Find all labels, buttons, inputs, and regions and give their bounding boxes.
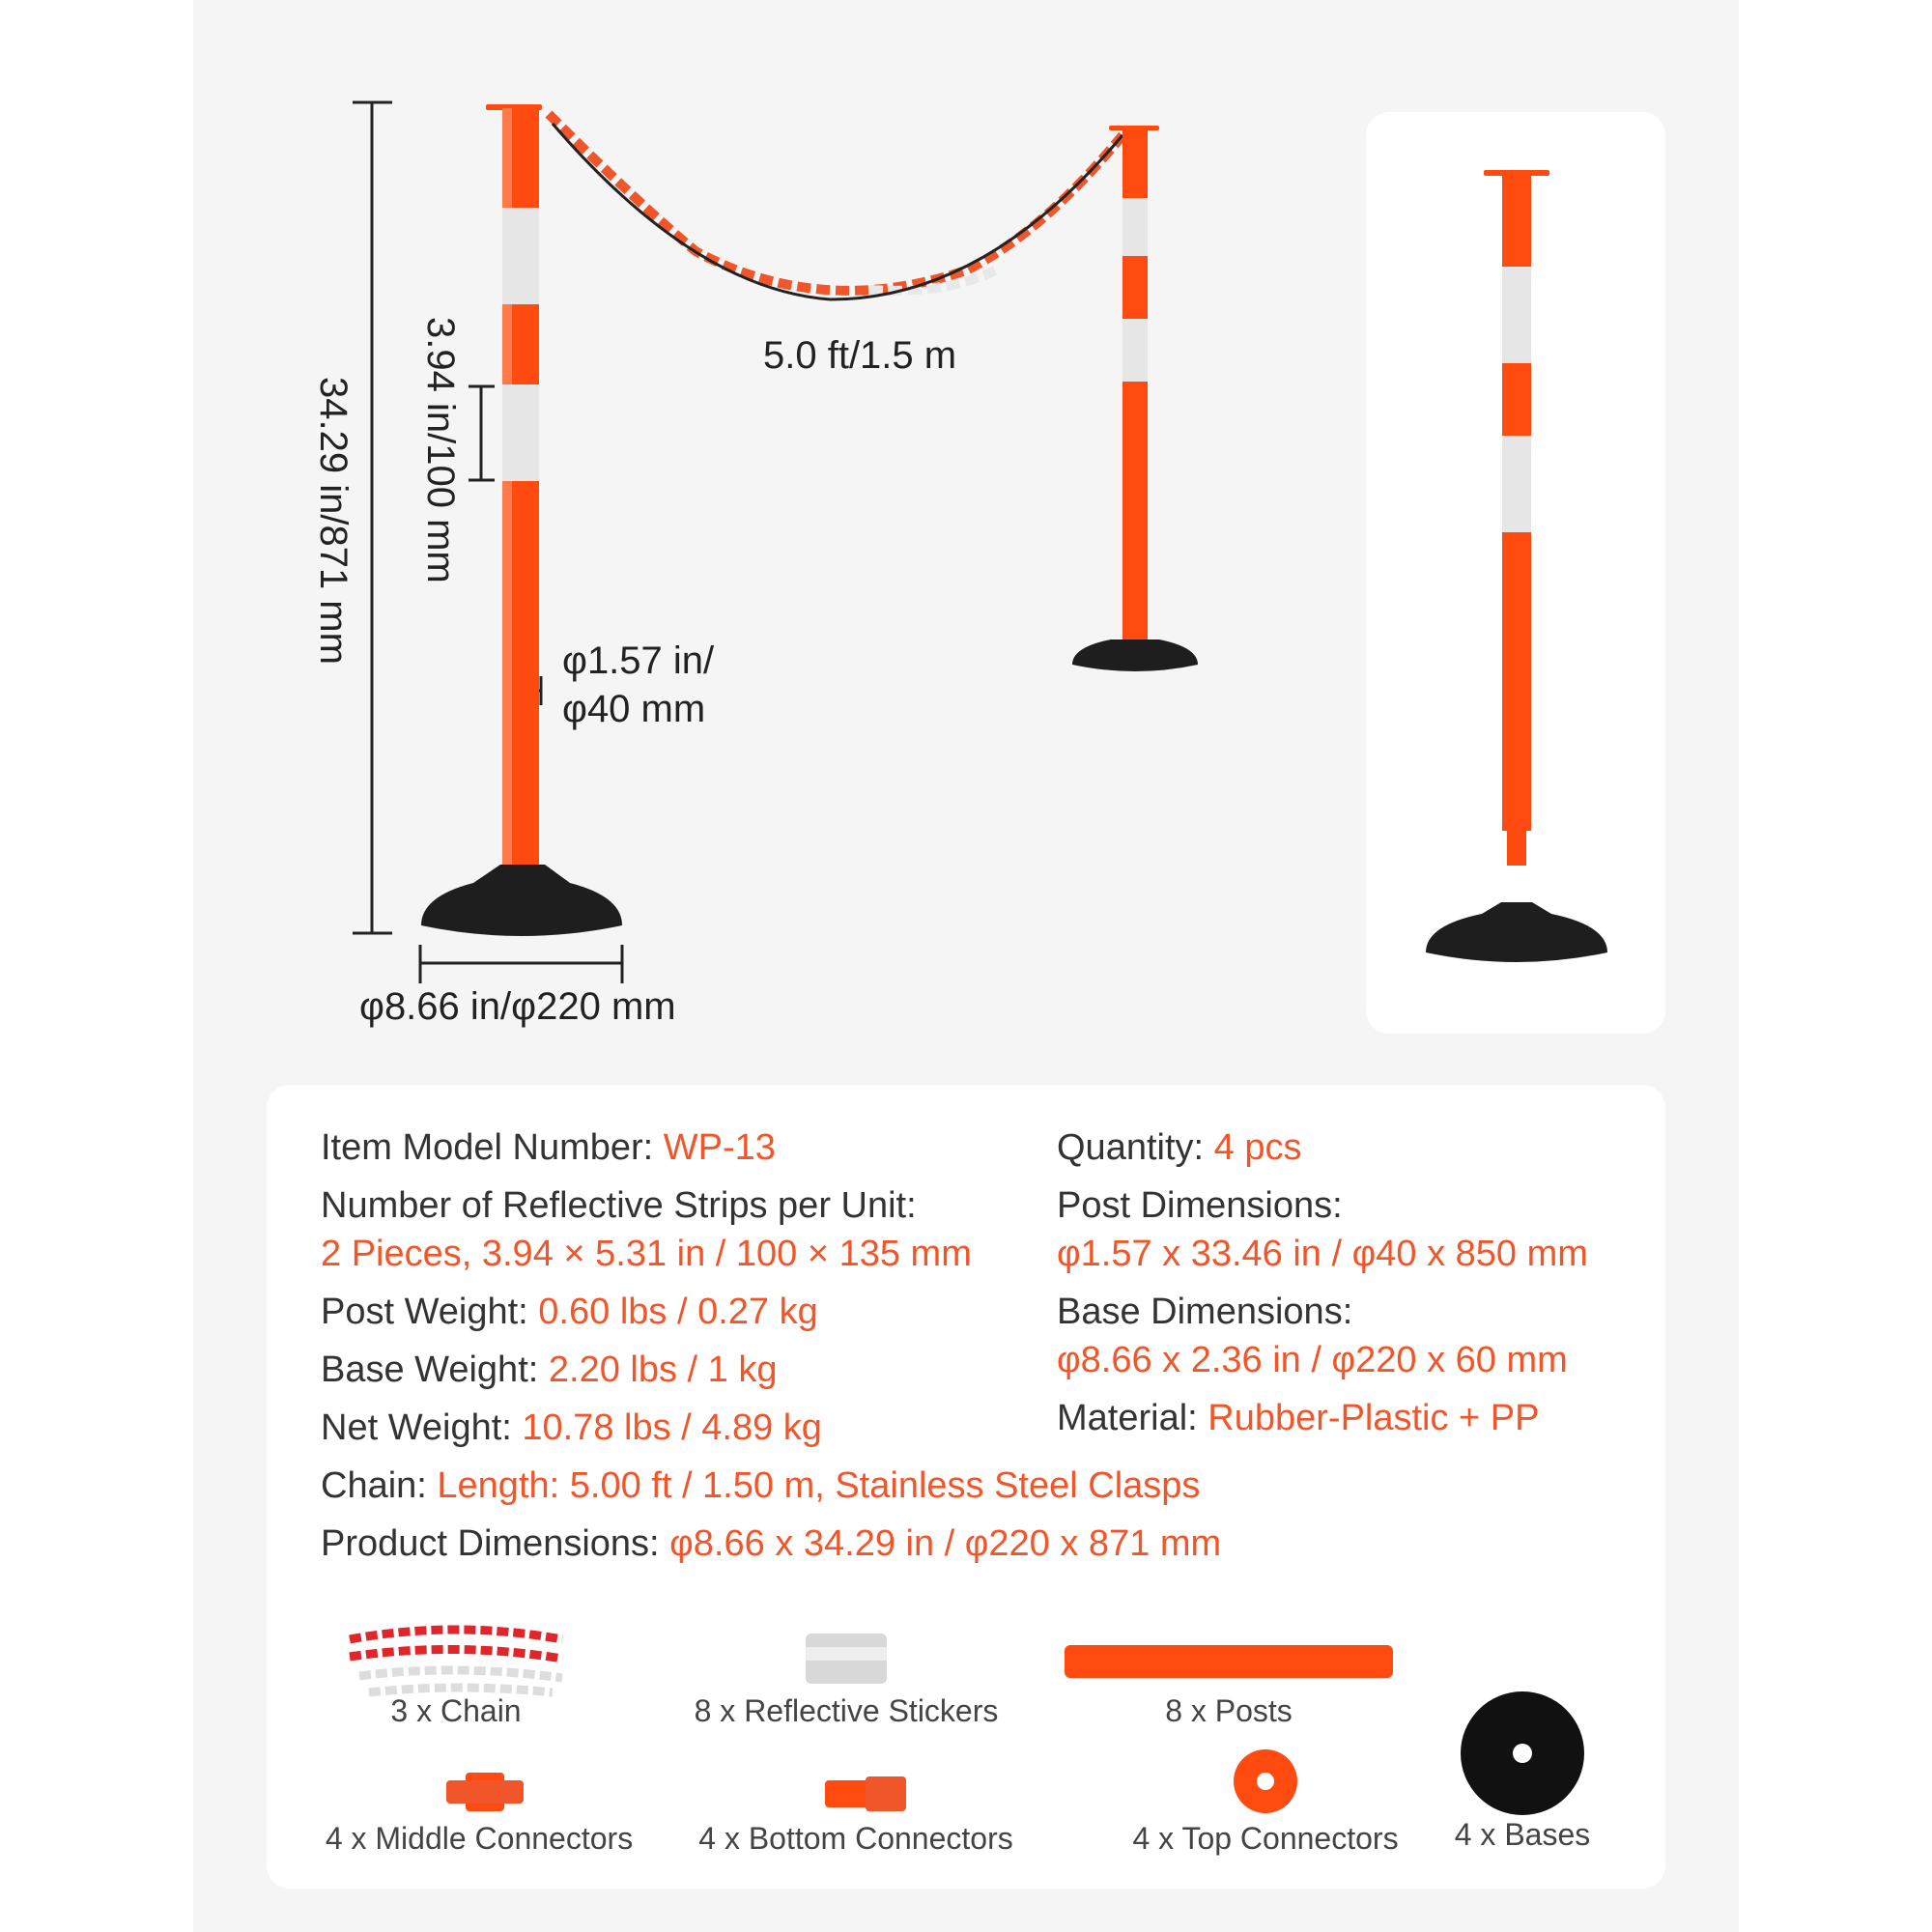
spec-quantity: Quantity: 4 pcs (1057, 1127, 1302, 1168)
spec-chain: Chain: Length: 5.00 ft / 1.50 m, Stainless Steel Clasps (321, 1465, 1201, 1506)
spec-product-dim: Product Dimensions: φ8.66 x 34.29 in / φ220 x 871 mm (321, 1523, 1222, 1564)
spec-base-dim-value: φ8.66 x 2.36 in / φ220 x 60 mm (1057, 1340, 1568, 1380)
spec-net-weight: Net Weight: 10.78 lbs / 4.89 kg (321, 1407, 822, 1448)
spec-base-dim-label: Base Dimensions: (1057, 1292, 1353, 1332)
contents-chain-label: 3 x Chain (390, 1693, 522, 1728)
spec-material: Material: Rubber-Plastic + PP (1057, 1398, 1540, 1438)
strip-dimension-label: 3.94 in/100 mm (419, 317, 462, 583)
contents-bottom-connectors-label: 4 x Bottom Connectors (698, 1821, 1013, 1856)
contents-stickers-label: 8 x Reflective Stickers (694, 1693, 999, 1728)
spec-post-dim-label: Post Dimensions: (1057, 1185, 1343, 1226)
bottom-connector-image (825, 1776, 906, 1811)
specification-panel (267, 1085, 1665, 1889)
spec-model: Item Model Number: WP-13 (321, 1127, 776, 1168)
reflective-sticker-image (806, 1634, 887, 1684)
post-diameter-label-line1: φ1.57 in/ (562, 639, 715, 682)
spec-base-weight: Base Weight: 2.20 lbs / 1 kg (321, 1350, 778, 1390)
contents-top-connectors-label: 4 x Top Connectors (1132, 1821, 1399, 1856)
spec-post-weight: Post Weight: 0.60 lbs / 0.27 kg (321, 1292, 818, 1332)
middle-connector-image (446, 1773, 524, 1811)
spec-post-dim-value: φ1.57 x 33.46 in / φ40 x 850 mm (1057, 1234, 1588, 1274)
contents-middle-connectors-label: 4 x Middle Connectors (325, 1821, 634, 1856)
post-diameter-label-line2: φ40 mm (562, 688, 706, 730)
post-image (1065, 1645, 1393, 1678)
base-diameter-label: φ8.66 in/φ220 mm (359, 985, 676, 1028)
chain-image (340, 1620, 572, 1697)
height-dimension-label: 34.29 in/871 mm (312, 377, 355, 665)
contents-bases-label: 4 x Bases (1454, 1817, 1591, 1852)
contents-posts-label: 8 x Posts (1165, 1693, 1293, 1728)
exploded-post-illustration (1366, 112, 1665, 1034)
product-canvas (193, 0, 1739, 1932)
base-image (1461, 1691, 1584, 1815)
exploded-view-panel (1366, 112, 1665, 1034)
spec-strips-value: 2 Pieces, 3.94 × 5.31 in / 100 × 135 mm (321, 1234, 972, 1274)
top-connector-image (1234, 1749, 1297, 1813)
chain-length-label: 5.0 ft/1.5 m (763, 334, 957, 377)
spec-strips-label: Number of Reflective Strips per Unit: (321, 1185, 917, 1226)
